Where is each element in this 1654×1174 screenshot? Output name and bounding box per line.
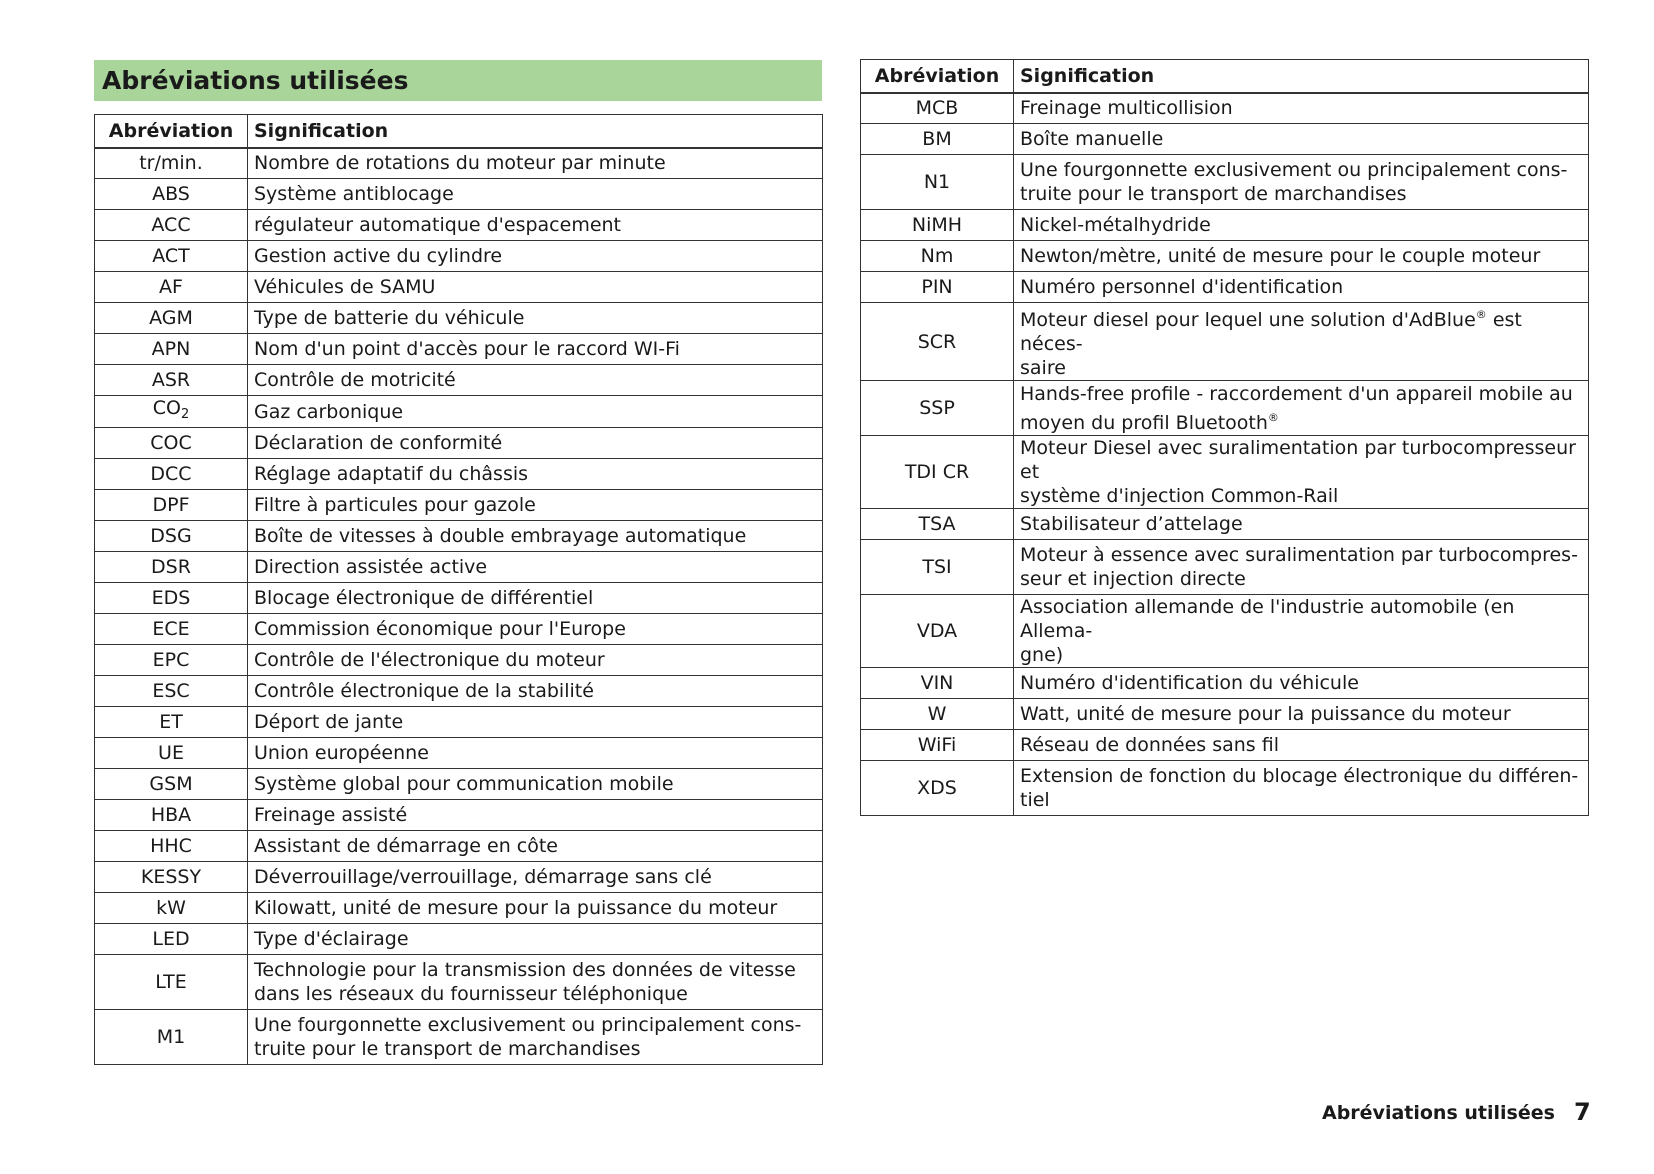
abbreviation-cell [95, 365, 248, 396]
meaning-cell [248, 769, 823, 800]
table-row [861, 272, 1589, 303]
abbreviation-cell [861, 595, 1014, 668]
abbreviation-text: PIN [921, 276, 953, 298]
abbreviation-cell [95, 924, 248, 955]
table-row [95, 924, 823, 955]
abbreviation-cell [95, 645, 248, 676]
meaning-cell [248, 334, 823, 365]
abbreviation-cell [861, 761, 1014, 816]
header-meaning: Signification [1014, 60, 1589, 93]
abbreviations-table-right [860, 59, 1589, 816]
meaning-text: Nombre de rotations du moteur par minute [254, 152, 666, 175]
table-row [95, 241, 823, 272]
meaning-text: Gaz carbonique [254, 400, 404, 423]
meaning-superscript: ® [1267, 410, 1279, 424]
meaning-text: Kilowatt, unité de mesure pour la puissance du moteur [254, 897, 778, 919]
table-row [95, 396, 823, 428]
meaning-text: Association allemande de l'industrie automobile (en Allema- [1020, 596, 1515, 642]
meaning-cell [1014, 272, 1589, 303]
meaning-text: Système antiblocage [254, 183, 454, 205]
abbreviation-cell [861, 436, 1014, 509]
meaning-cell [248, 303, 823, 334]
abbreviation-cell [95, 1010, 248, 1065]
abbreviation-text: tr/min. [139, 152, 203, 175]
abbreviation-text: COC [150, 432, 192, 454]
abbreviation-text: ET [159, 711, 183, 733]
abbreviation-text: DPF [152, 494, 190, 516]
abbreviation-cell [95, 272, 248, 303]
table-row [861, 381, 1589, 436]
meaning-text: Réseau de données sans fil [1020, 734, 1279, 756]
meaning-text-tail: est néces- [1020, 309, 1522, 355]
table-row [861, 699, 1589, 730]
abbreviation-text: DSR [151, 556, 191, 578]
abbreviation-text: UE [158, 742, 184, 764]
table-row [95, 862, 823, 893]
table-row [95, 334, 823, 365]
meaning-cell [1014, 540, 1589, 595]
meaning-text: Contrôle électronique de la stabilité [254, 680, 594, 702]
meaning-cell [1014, 668, 1589, 699]
abbreviation-cell [95, 490, 248, 521]
table-row [95, 1010, 823, 1065]
meaning-cell [1014, 241, 1589, 272]
table-row [95, 800, 823, 831]
table-row [95, 459, 823, 490]
abbreviation-cell [861, 210, 1014, 241]
abbreviation-cell [95, 210, 248, 241]
abbreviation-cell [861, 668, 1014, 699]
table-row [861, 93, 1589, 124]
meaning-cell [1014, 436, 1589, 509]
abbreviation-text: KESSY [140, 866, 202, 888]
meaning-text: Blocage électronique de différentiel [254, 587, 594, 609]
abbreviation-text: TSA [918, 513, 956, 535]
abbreviation-cell [95, 552, 248, 583]
table-row [95, 210, 823, 241]
abbreviation-cell [95, 862, 248, 893]
abbreviation-text: HBA [150, 804, 192, 826]
header-meaning: Signification [248, 115, 823, 148]
table-row [861, 241, 1589, 272]
table-row [95, 552, 823, 583]
meaning-cell [1014, 93, 1589, 124]
meaning-cell [1014, 155, 1589, 210]
abbreviation-text: APN [151, 338, 191, 360]
meaning-text: Freinage assisté [254, 804, 408, 826]
abbreviation-text: EPC [152, 649, 190, 671]
abbreviation-text: VIN [920, 672, 954, 694]
abbreviation-text: AGM [149, 307, 193, 329]
meaning-text: Extension de fonction du blocage électronique du différen- [1020, 765, 1579, 787]
footer-section-title: Abréviations utilisées [1322, 1102, 1555, 1124]
meaning-cell [248, 738, 823, 769]
meaning-cell [248, 955, 823, 1010]
meaning-text-line2: dans les réseaux du fournisseur téléphonique [254, 983, 688, 1005]
table-row [95, 490, 823, 521]
table-row [95, 179, 823, 210]
abbreviation-cell [95, 738, 248, 769]
abbreviation-cell [95, 800, 248, 831]
table-row [95, 614, 823, 645]
table-row [861, 540, 1589, 595]
table-row [95, 148, 823, 179]
meaning-cell [1014, 381, 1589, 436]
meaning-cell [248, 272, 823, 303]
meaning-text: Watt, unité de mesure pour la puissance du moteur [1020, 703, 1511, 725]
meaning-cell [248, 428, 823, 459]
table-body-right [861, 93, 1589, 816]
abbreviation-cell [95, 428, 248, 459]
meaning-cell [248, 924, 823, 955]
abbreviation-cell [95, 831, 248, 862]
meaning-cell [248, 179, 823, 210]
meaning-cell [248, 490, 823, 521]
abbreviations-table-left [94, 114, 823, 1065]
abbreviation-text: SSP [919, 397, 955, 419]
abbreviation-text: ESC [152, 680, 190, 702]
table-row [861, 124, 1589, 155]
meaning-text: Une fourgonnette exclusivement ou principalement cons- [254, 1014, 802, 1036]
table-row [95, 521, 823, 552]
table-row [861, 730, 1589, 761]
header-abbreviation: Abréviation [95, 115, 248, 148]
abbreviation-cell [95, 707, 248, 738]
meaning-cell [248, 614, 823, 645]
section-title: Abréviations utilisées [94, 60, 822, 101]
abbreviation-text: ACC [151, 214, 191, 236]
header-abbreviation: Abréviation [861, 60, 1014, 93]
meaning-text-line2: truite pour le transport de marchandises [1020, 183, 1407, 205]
table-row [861, 668, 1589, 699]
abbreviation-text: BM [922, 128, 952, 150]
meaning-text: régulateur automatique d'espacement [254, 214, 622, 236]
meaning-text: Déport de jante [254, 711, 404, 733]
abbreviation-text: ABS [152, 183, 190, 205]
abbreviation-text: WiFi [917, 734, 957, 756]
meaning-cell [248, 862, 823, 893]
meaning-cell [1014, 595, 1589, 668]
meaning-cell [1014, 124, 1589, 155]
abbreviation-cell [95, 893, 248, 924]
table-row [95, 738, 823, 769]
meaning-text: Déclaration de conformité [254, 432, 503, 454]
meaning-cell [248, 831, 823, 862]
table-body-left [95, 148, 823, 1065]
table-row [95, 676, 823, 707]
meaning-text: Nom d'un point d'accès pour le raccord WI-Fi [254, 338, 680, 360]
table-row [861, 761, 1589, 816]
abbreviation-text: AF [159, 276, 183, 298]
meaning-text-line2: seur et injection directe [1020, 568, 1246, 590]
meaning-cell [248, 552, 823, 583]
abbreviation-text: ECE [152, 618, 190, 640]
table-row [95, 707, 823, 738]
meaning-text-line2: saire [1020, 357, 1066, 379]
meaning-text-line2: gne) [1020, 644, 1064, 666]
meaning-cell [248, 241, 823, 272]
abbreviation-cell [861, 124, 1014, 155]
meaning-cell [1014, 210, 1589, 241]
meaning-text: Une fourgonnette exclusivement ou principalement cons- [1020, 159, 1568, 181]
meaning-text: Newton/mètre, unité de mesure pour le couple moteur [1020, 245, 1541, 267]
meaning-text: Système global pour communication mobile [254, 773, 674, 795]
meaning-text-line2: tiel [1020, 789, 1050, 811]
table-header-row [95, 115, 823, 148]
abbreviation-cell [861, 699, 1014, 730]
page-number: 7 [1574, 1098, 1591, 1126]
meaning-cell [248, 893, 823, 924]
meaning-cell [1014, 509, 1589, 540]
abbreviation-subscript: 2 [180, 407, 190, 422]
abbreviation-text: kW [156, 897, 186, 919]
abbreviation-cell [861, 509, 1014, 540]
meaning-text: Assistant de démarrage en côte [254, 835, 558, 857]
abbreviation-text: VDA [916, 620, 958, 642]
meaning-text: Moteur Diesel avec suralimentation par turbocompresseur et [1020, 437, 1576, 483]
abbreviation-cell [861, 241, 1014, 272]
table-row [861, 210, 1589, 241]
meaning-text: Boîte manuelle [1020, 128, 1164, 150]
table-row [861, 436, 1589, 509]
meaning-text: Commission économique pour l'Europe [254, 618, 626, 640]
abbreviation-text: NiMH [911, 214, 963, 236]
meaning-cell [248, 148, 823, 179]
abbreviation-text: GSM [149, 773, 193, 795]
table-row [95, 583, 823, 614]
meaning-text: Stabilisateur d’attelage [1020, 513, 1243, 535]
meaning-cell [1014, 761, 1589, 816]
meaning-cell [1014, 303, 1589, 381]
meaning-cell [248, 800, 823, 831]
meaning-text: Boîte de vitesses à double embrayage automatique [254, 525, 747, 547]
meaning-text: Freinage multicollision [1020, 97, 1233, 120]
abbreviation-text: LTE [155, 971, 187, 993]
abbreviation-cell [861, 93, 1014, 124]
abbreviation-cell [95, 614, 248, 645]
abbreviation-text: M1 [156, 1026, 186, 1048]
meaning-cell [248, 645, 823, 676]
abbreviation-text: SCR [917, 330, 957, 353]
meaning-cell [248, 210, 823, 241]
table-row [861, 509, 1589, 540]
abbreviation-text: DCC [150, 463, 192, 485]
table-header-row [861, 60, 1589, 93]
abbreviation-cell [95, 303, 248, 334]
meaning-cell [248, 676, 823, 707]
meaning-text: Filtre à particules pour gazole [254, 494, 536, 516]
meaning-text: Moteur à essence avec suralimentation par turbocompres- [1020, 544, 1578, 566]
meaning-text: Type de batterie du véhicule [254, 307, 525, 329]
abbreviation-cell [95, 148, 248, 179]
abbreviation-cell [95, 459, 248, 490]
meaning-text: Véhicules de SAMU [254, 276, 436, 298]
abbreviation-text: CO [152, 397, 181, 419]
meaning-cell [1014, 699, 1589, 730]
abbreviation-text: XDS [917, 777, 957, 799]
abbreviation-text: EDS [151, 587, 191, 609]
abbreviation-cell [95, 769, 248, 800]
meaning-text: Direction assistée active [254, 556, 488, 578]
meaning-text: Déverrouillage/verrouillage, démarrage sans clé [254, 866, 712, 888]
meaning-cell [248, 365, 823, 396]
abbreviation-text: LED [152, 928, 190, 950]
meaning-cell [248, 583, 823, 614]
meaning-text: Gestion active du cylindre [254, 245, 503, 267]
abbreviation-text: N1 [923, 171, 951, 193]
abbreviation-text: ASR [151, 369, 191, 391]
table-row [95, 428, 823, 459]
abbreviation-cell [95, 955, 248, 1010]
meaning-text: Réglage adaptatif du châssis [254, 463, 529, 485]
abbreviation-cell [95, 583, 248, 614]
meaning-cell [1014, 730, 1589, 761]
meaning-text-line2: truite pour le transport de marchandises [254, 1038, 641, 1060]
abbreviation-cell [861, 540, 1014, 595]
meaning-cell [248, 707, 823, 738]
meaning-text-line2: système d'injection Common-Rail [1020, 485, 1339, 507]
meaning-text: Contrôle de motricité [254, 369, 456, 391]
abbreviation-cell [861, 155, 1014, 210]
meaning-cell [248, 521, 823, 552]
abbreviation-cell [95, 396, 248, 428]
abbreviation-cell [95, 676, 248, 707]
table-row [95, 893, 823, 924]
meaning-text: Numéro d'identification du véhicule [1020, 672, 1359, 694]
table-row [95, 303, 823, 334]
meaning-text: Numéro personnel d'identification [1020, 276, 1344, 298]
table-row [95, 272, 823, 303]
abbreviation-text: W [927, 703, 947, 725]
meaning-text: Nickel-métalhydride [1020, 214, 1211, 236]
table-row [95, 365, 823, 396]
table-row [861, 303, 1589, 381]
meaning-text: Union européenne [254, 742, 429, 764]
meaning-cell [248, 1010, 823, 1065]
table-row [95, 831, 823, 862]
abbreviation-text: DSG [150, 525, 192, 547]
meaning-cell [248, 396, 823, 428]
meaning-text: Contrôle de l'électronique du moteur [254, 649, 605, 671]
table-row [95, 645, 823, 676]
abbreviation-cell [95, 521, 248, 552]
abbreviation-cell [861, 303, 1014, 381]
abbreviation-cell [95, 241, 248, 272]
abbreviation-cell [861, 730, 1014, 761]
table-row [95, 955, 823, 1010]
abbreviation-text: Nm [920, 245, 954, 267]
abbreviation-cell [861, 272, 1014, 303]
abbreviation-text: TDI CR [904, 461, 970, 483]
abbreviation-text: MCB [915, 97, 959, 120]
meaning-superscript: ® [1475, 308, 1487, 321]
abbreviation-cell [861, 381, 1014, 436]
meaning-text: Technologie pour la transmission des données de vitesse [254, 959, 796, 981]
abbreviation-text: TSI [922, 556, 952, 578]
abbreviation-cell [95, 179, 248, 210]
abbreviation-cell [95, 334, 248, 365]
meaning-text: Hands-free profile - raccordement d'un appareil mobile au [1020, 382, 1573, 405]
meaning-text: Moteur diesel pour lequel une solution d'AdBlue [1020, 309, 1476, 331]
table-row [95, 769, 823, 800]
abbreviation-text: ACT [152, 245, 190, 267]
meaning-text-line2: moyen du profil Bluetooth [1020, 411, 1268, 434]
abbreviation-text: HHC [150, 835, 192, 857]
table-row [861, 155, 1589, 210]
meaning-text: Type d'éclairage [254, 928, 409, 950]
meaning-cell [248, 459, 823, 490]
table-row [861, 595, 1589, 668]
